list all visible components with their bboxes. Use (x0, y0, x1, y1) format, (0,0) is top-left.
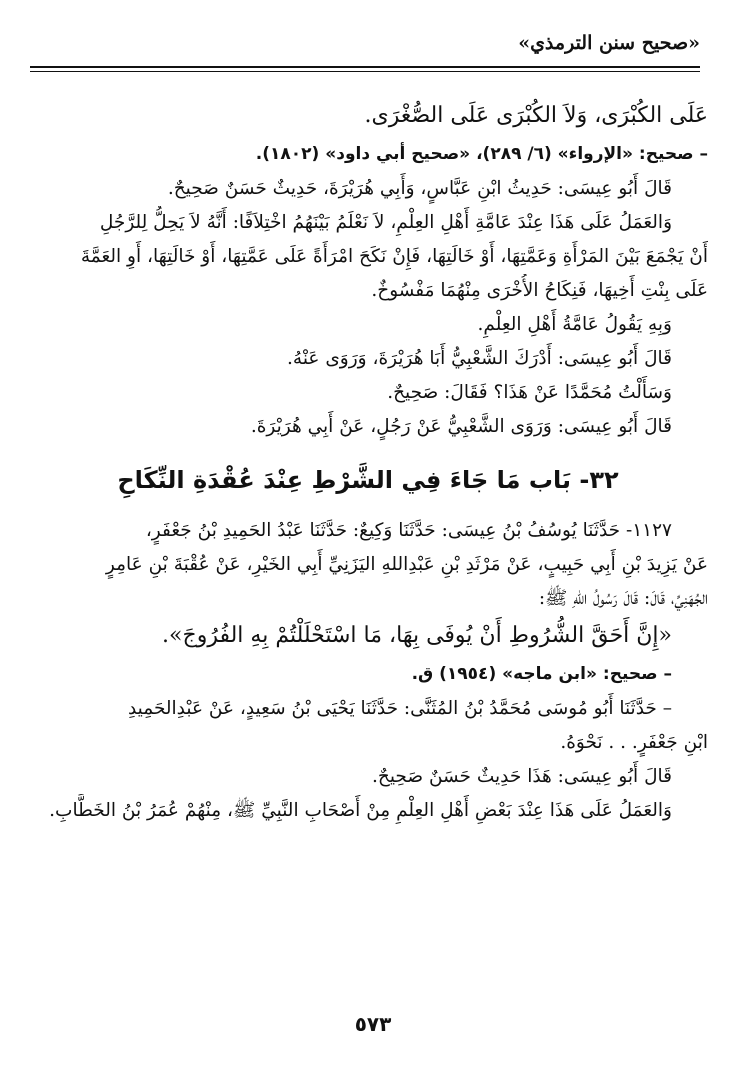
text-line: قَالَ أَبُو عِيسَى: وَرَوَى الشَّعْبِيُّ عَنْ رَجُلٍ، عَنْ أَبِي هُرَيْرَةَ. (250, 416, 672, 437)
header-rule-thin (30, 71, 700, 72)
text-line: وَالعَمَلُ عَلَى هَذَا عِنْدَ بَعْضِ أَهْلِ العِلْمِ مِنْ أَصْحَابِ النَّبِيِّ ﷺ، مِنْهُمْ عُمَرُ بْنُ الخَطَّابِ. (49, 800, 672, 821)
header-rule (30, 66, 700, 68)
text-line: أَنْ يَجْمَعَ بَيْنَ المَرْأَةِ وَعَمَّتِهَا، أَوْ خَالَتِهَا، فَإِنْ نَكَحَ امْرَأَةً عَلَى عَمَّتِهَا، أَوْ خَالَتِهَا، أَوِ العَمَّةَ (80, 246, 708, 267)
book-title: «صحيح سنن الترمذي» (518, 32, 700, 54)
text-block-2 (28, 514, 708, 828)
text-line: عَنْ يَزِيدَ بْنِ أَبِي حَبِيبٍ، عَنْ مَرْثَدِ بْنِ عَبْدِاللهِ اليَزَنِيِّ أَبِي الخَيْرِ، عَنْ عُقْبَةَ بْنِ عَامِرٍ (105, 554, 708, 575)
text-line: قَالَ أَبُو عِيسَى: هَذَا حَدِيثٌ حَسَنٌ صَحِيحٌ. (372, 766, 672, 787)
text-line: – حَدَّثَنَا أَبُو مُوسَى مُحَمَّدُ بْنُ المُثَنَّى: حَدَّثَنَا يَحْيَى بْنُ سَعِيدٍ، عَنْ عَبْدِالحَمِيدِ (127, 698, 672, 719)
text-line: الجُهَنِيِّ، قَالَ: قَالَ رَسُولُ اللهِ ﷺ: (538, 588, 708, 609)
text-line: قَالَ أَبُو عِيسَى: أَدْرَكَ الشَّعْبِيُّ أَبَا هُرَيْرَةَ، وَرَوَى عَنْهُ. (287, 348, 672, 369)
text-line: – صحيح: «ابن ماجه» (١٩٥٤) ق. (411, 664, 672, 684)
text-line: وَسَأَلْتُ مُحَمَّدًا عَنْ هَذَا؟ فَقَالَ: صَحِيحٌ. (387, 382, 672, 403)
text-line: ١١٢٧- حَدَّثَنَا يُوسُفُ بْنُ عِيسَى: حَدَّثَنَا وَكِيعٌ: حَدَّثَنَا عَبْدُ الحَمِيدِ بْنُ جَعْفَرٍ، (145, 520, 672, 541)
text-line: وَبِهِ يَقُولُ عَامَّةُ أَهْلِ العِلْمِ. (477, 314, 672, 335)
text-line: وَالعَمَلُ عَلَى هَذَا عِنْدَ عَامَّةِ أَهْلِ العِلْمِ، لاَ نَعْلَمُ بَيْنَهُمُ اخْتِلاَفًا: أَنَّهُ لاَ يَحِلُّ لِلرَّجُلِ (99, 212, 672, 233)
text-line: قَالَ أَبُو عِيسَى: حَدِيثُ ابْنِ عَبَّاسٍ، وَأَبِي هُرَيْرَةَ، حَدِيثٌ حَسَنٌ صَحِيحٌ. (167, 178, 672, 199)
text-line: ابْنِ جَعْفَرٍ. . . نَحْوَهُ. (560, 732, 708, 753)
text-block-1 (28, 96, 708, 444)
chapter-heading: ٣٢- بَاب مَا جَاءَ فِي الشَّرْطِ عِنْدَ عُقْدَةِ النِّكَاحِ (117, 466, 619, 494)
page-body (28, 96, 708, 828)
text-line: – صحيح: «الإرواء» (٦/ ٢٨٩)، «صحيح أبي داود» (١٨٠٢). (255, 144, 708, 164)
page-number: ٥٧٣ (354, 1012, 392, 1036)
running-header (30, 28, 700, 62)
text-line: «إِنَّ أَحَقَّ الشُّرُوطِ أَنْ يُوفَى بِهَا، مَا اسْتَحْلَلْتُمْ بِهِ الفُرُوجَ». (162, 623, 672, 648)
text-line: عَلَى الكُبْرَى، وَلاَ الكُبْرَى عَلَى الصُّغْرَى. (364, 103, 708, 128)
text-line: عَلَى بِنْتِ أَخِيهَا، فَنِكَاحُ الأُخْرَى مِنْهُمَا مَفْسُوخٌ. (371, 280, 708, 301)
